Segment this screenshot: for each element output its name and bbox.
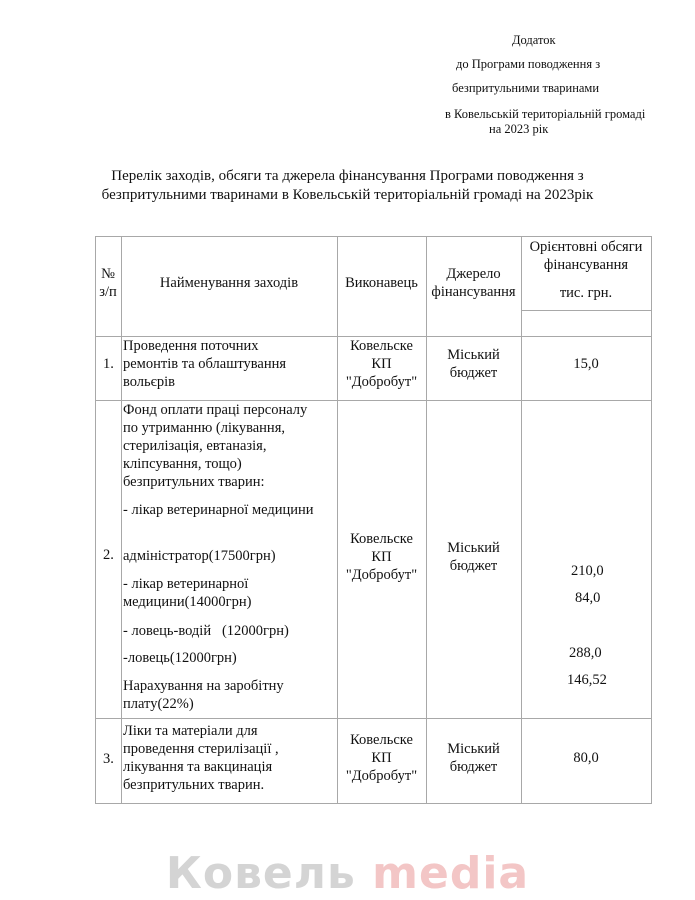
- row-2-num: 2.: [103, 547, 114, 563]
- row-2-amount-1: 210,0: [571, 563, 604, 579]
- row-2-amount-3: 288,0: [569, 645, 602, 661]
- watermark-logo: [0, 848, 695, 899]
- row-2-item-vet-doctor: - лікар ветеринарної медицини: [123, 502, 314, 518]
- row-1-executor: Ковельске КП "Добробут": [345, 338, 418, 390]
- row-3-executor: Ковельске КП "Добробут": [345, 732, 418, 784]
- row-2-item-administrator: адміністратор(17500грн): [123, 548, 276, 564]
- row-1-source: Міський бюджет: [447, 347, 500, 381]
- header-source: Джерело фінансування: [431, 266, 516, 300]
- watermark-kovel: Ковель: [165, 848, 356, 899]
- row-2-item-vet-doctor-2: - лікар ветеринарної медицини(14000грн): [123, 576, 252, 610]
- header-line-3: безпритульними тваринами: [452, 81, 600, 95]
- row-2-amount-4: 146,52: [567, 672, 607, 688]
- row-2-item-payroll-tax: Нарахування на заробітну плату(22%): [123, 678, 284, 712]
- watermark-media: media: [372, 848, 530, 899]
- row-2-executor: Ковельске КП "Добробут": [345, 531, 418, 583]
- row-2-item-catcher-driver: - ловець-водій (12000грн): [123, 623, 289, 639]
- header-amount: Орієнтовні обсяги фінансування тис. грн.: [529, 239, 643, 301]
- header-executor: Виконавець: [345, 275, 418, 291]
- row-3-name: Ліки та матеріали для проведення стерилізації , лікування та вакцинація безпритульних тварин.: [123, 723, 279, 793]
- header-line-5: на 2023 рік: [489, 122, 549, 136]
- row-1-amount: 15,0: [573, 356, 599, 372]
- header-num: № з/п: [99, 266, 117, 300]
- row-3-source: Міський бюджет: [447, 741, 500, 775]
- document-title-line-2: безпритульними тваринами в Ковельській територіальній громаді на 2023рік: [101, 187, 594, 203]
- document-title-line-1: Перелік заходів, обсяги та джерела фінансування Програми поводження з: [111, 168, 584, 184]
- header-line-2: до Програми поводження з: [456, 57, 601, 71]
- row-2-amount-2: 84,0: [575, 590, 601, 606]
- row-1-name: Проведення поточних ремонтів та облаштування вольєрів: [123, 338, 287, 390]
- row-1-num: 1.: [103, 356, 114, 372]
- row-3-amount: 80,0: [573, 750, 599, 766]
- row-3-num: 3.: [103, 751, 114, 767]
- header-line-1: Додаток: [512, 33, 556, 47]
- header-name: Найменування заходів: [159, 275, 299, 291]
- header-line-4: в Ковельській територіальній громаді: [445, 107, 646, 121]
- row-2-intro: Фонд оплати праці персоналу по утриманню (лікування, стерилізація, евтаназія, кліпсування, тощо) безпритульних тварин:: [123, 402, 308, 490]
- row-2-source: Міський бюджет: [447, 540, 500, 574]
- row-2-item-catcher: -ловець(12000грн): [123, 650, 237, 666]
